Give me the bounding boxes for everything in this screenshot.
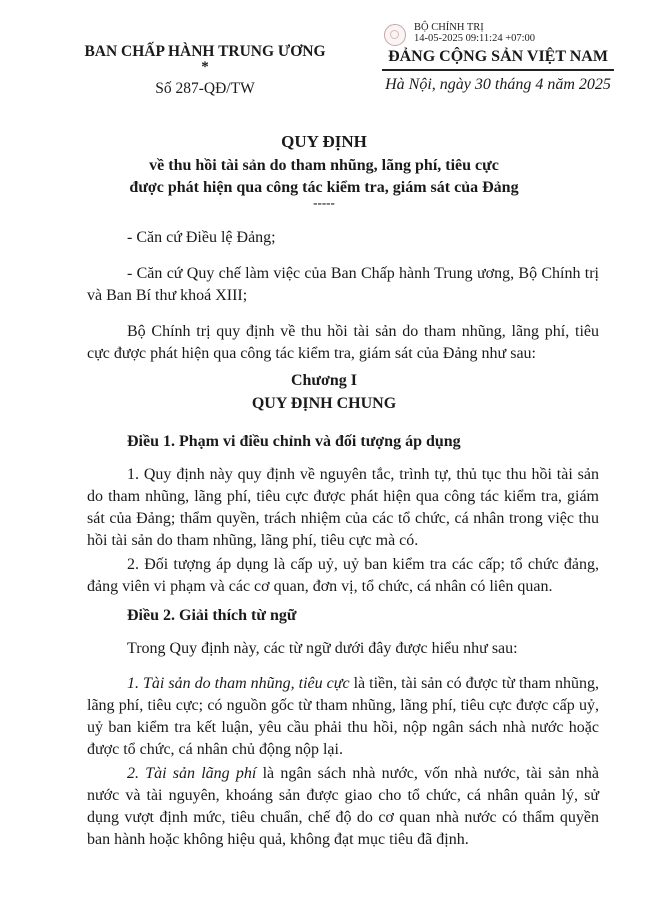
definition-1-term: 1. Tài sản do tham nhũng, tiêu cực [127, 675, 350, 692]
basis-charter: - Căn cứ Điều lệ Đảng; [127, 229, 276, 246]
signature-timestamp: 14-05-2025 09:11:24 +07:00 [414, 33, 536, 44]
article-2-heading: Điều 2. Giải thích từ ngữ [127, 607, 297, 624]
document-number: Số 287-QĐ/TW [155, 80, 255, 97]
preamble-statement: Bộ Chính trị quy định về thu hồi tài sản do tham nhũng, lãng phí, tiêu cực được phát hiện qua công tác kiểm tra, giám sát của Đảng như sau: [87, 323, 599, 362]
issuer-separator: * [201, 59, 209, 75]
definition-1-text: là tiền, tài sản có được từ tham nhũng, lãng phí, tiêu cực; có nguồn gốc từ tham nhũng, lãng phí, tiêu cực được cấp uỷ, uỷ ban kiểm tra kết luận, yêu cầu phải thu hồi, nộp ngân sách nhà nước hoặc được tổ chức, cá nhân chủ động nộp lại. [87, 675, 599, 758]
document-subtitle [0, 155, 648, 199]
chapter-number: Chương I [290, 372, 358, 389]
party-underline [382, 69, 614, 71]
official-seal-icon [384, 24, 406, 46]
issuer-name: BAN CHẤP HÀNH TRUNG ƯƠNG [84, 43, 326, 60]
article-1-clause-2: 2. Đối tượng áp dụng là cấp uỷ, uỷ ban kiểm tra các cấp; tổ chức đảng, đảng viên vi phạm và các cơ quan, đơn vị, tổ chức, cá nhân có liên quan. [87, 556, 599, 595]
article-1-clause-1: 1. Quy định này quy định về nguyên tắc, trình tự, thủ tục thu hồi tài sản do tham nhũng, lãng phí, tiêu cực được phát hiện qua công tác kiểm tra, giám sát của Đảng; thẩm quyền, trách nhiệm của các tổ chức, cá nhân trong việc thu hồi tài sản do tham nhũng, lãng phí, tiêu cực mà có. [87, 466, 599, 549]
basis-working-rules: - Căn cứ Quy chế làm việc của Ban Chấp hành Trung ương, Bộ Chính trị và Ban Bí thư khoá XIII; [87, 265, 599, 304]
definition-2-term: 2. Tài sản lãng phí [127, 765, 257, 782]
place-date: Hà Nội, ngày 30 tháng 4 năm 2025 [385, 76, 611, 93]
subtitle-line-1: về thu hồi tài sản do tham nhũng, lãng phí, tiêu cực [149, 157, 499, 174]
issuer-block [60, 43, 350, 99]
signature-text [414, 22, 535, 44]
chapter-name: QUY ĐỊNH CHUNG [251, 395, 397, 412]
article-2-intro: Trong Quy định này, các từ ngữ dưới đây được hiểu như sau: [127, 640, 518, 657]
title-divider: ----- [313, 195, 335, 210]
document-title: QUY ĐỊNH [281, 132, 367, 151]
article-1-heading: Điều 1. Phạm vi điều chỉnh và đối tượng áp dụng [127, 433, 461, 450]
definition-2-text: là ngân sách nhà nước, vốn nhà nước, tài sản nhà nước và tài nguyên, khoáng sản được giao cho tổ chức, cá nhân quản lý, sử dụng vượt định mức, tiêu chuẩn, chế độ do cơ quan nhà nước có thẩm quyền ban hành hoặc không hiệu quả, không đạt mục tiêu đã định. [87, 765, 599, 848]
party-name: ĐẢNG CỘNG SẢN VIỆT NAM [388, 48, 608, 65]
article-2-definition-2 [87, 763, 599, 851]
article-2-definition-1 [87, 673, 599, 761]
subtitle-line-2: được phát hiện qua công tác kiểm tra, giám sát của Đảng [129, 179, 519, 196]
signature-signer: BỘ CHÍNH TRỊ [414, 22, 484, 33]
